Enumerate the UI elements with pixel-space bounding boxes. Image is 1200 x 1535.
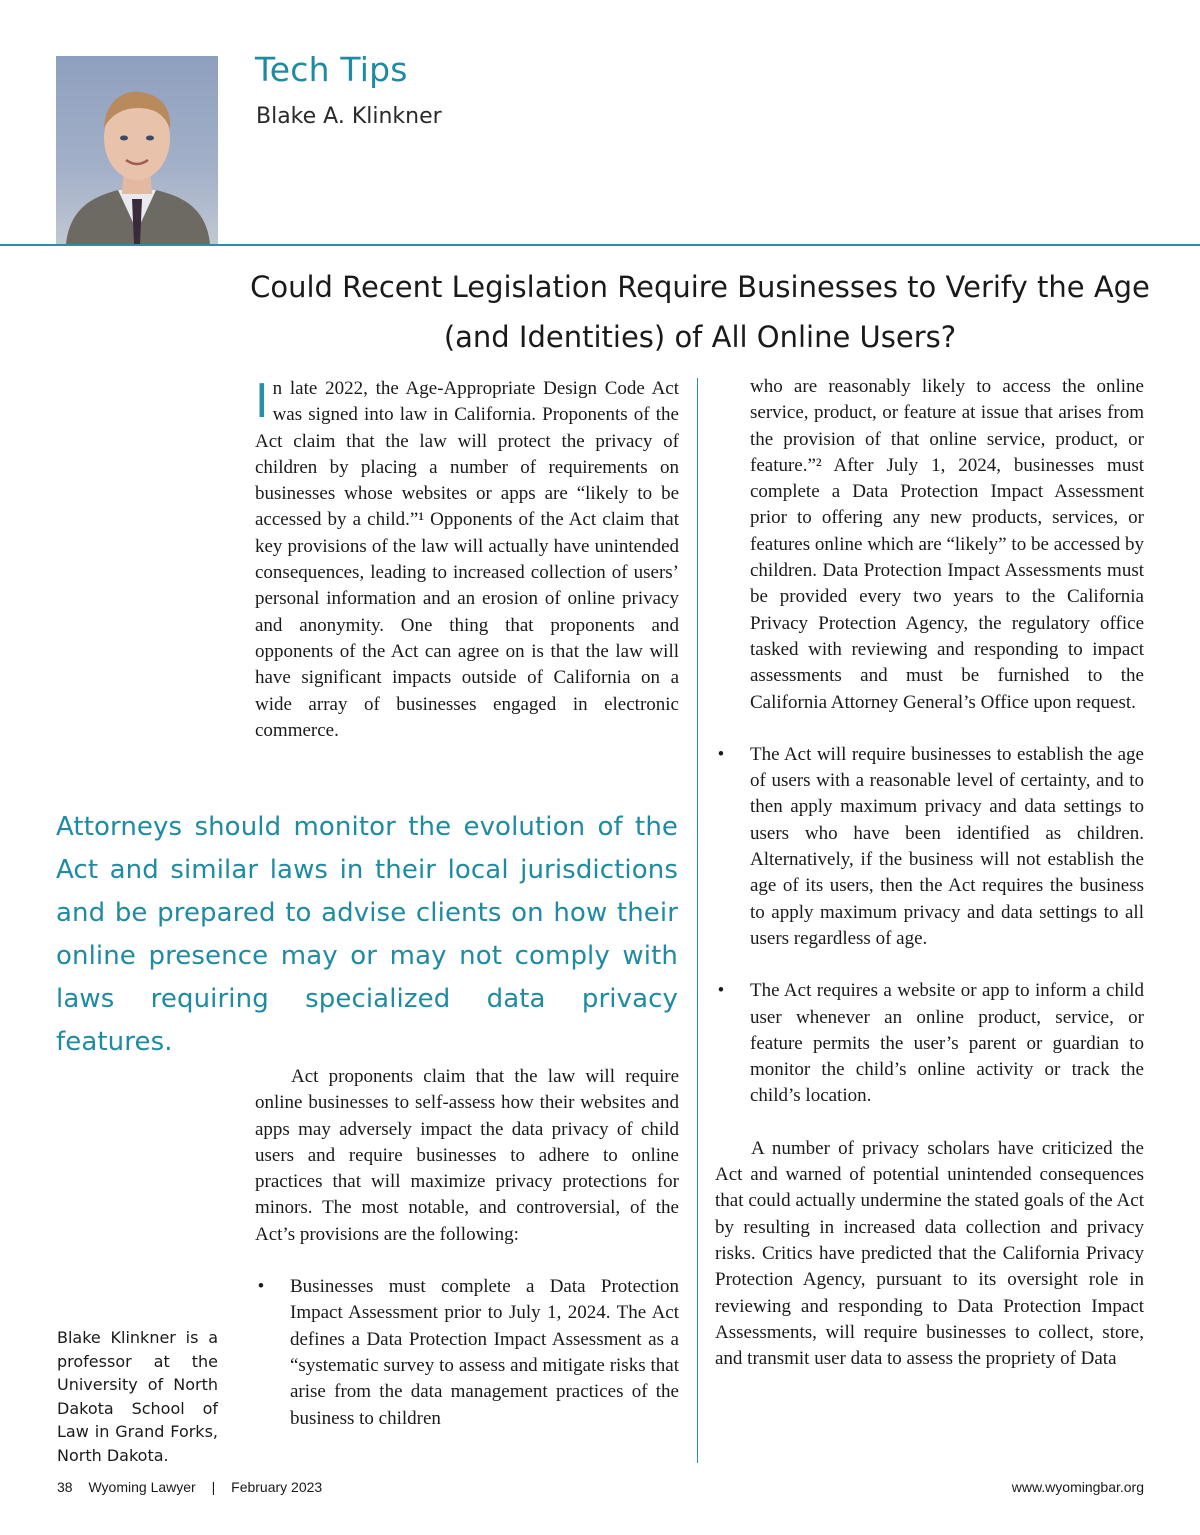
website-link[interactable]: www.wyomingbar.org (1011, 1479, 1144, 1495)
bullet-text: The Act requires a website or app to inform a child user whenever an online product, service, or feature permits the user’s parent or guardian to monitor the child’s online activity or track the child’s location. (750, 980, 1144, 1107)
column-title: Tech Tips (255, 50, 408, 89)
publication-name: Wyoming Lawyer (88, 1479, 196, 1495)
bullet-icon: • (717, 980, 725, 1002)
pull-quote: Attorneys should monitor the evolution of the Act and similar laws in their local jurisdictions and be prepared to advise clients on how their online presence may or may not comply with laws requiring specialized data privacy features. (56, 812, 678, 1057)
left-column-top (255, 376, 679, 744)
bullet-item (255, 1274, 679, 1432)
body-paragraph: Act proponents claim that the law will require online businesses to self-assess how their websites and apps may adversely impact the data privacy of child users and require businesses to adhere to online practices that will maximize privacy protections for minors. The most notable, and controversial, of the Act’s provisions are the following: (255, 1066, 679, 1245)
intro-paragraph (255, 376, 679, 744)
body-paragraph: A number of privacy scholars have criticized the Act and warned of potential unintended consequences that could actually undermine the stated goals of the Act by resulting in increased data collection and privacy risks. Critics have predicted that the California Privacy Protection Agency, pursuant to its oversight role in reviewing and responding to Data Protection Impact Assessments, will require businesses to collect, store, and transmit user data to assess the propriety of Data (715, 1137, 1144, 1370)
article-headline: Could Recent Legislation Require Businesses to Verify the Age (and Identities) of All Online Users? (250, 270, 1150, 354)
bullet-text: Businesses must complete a Data Protection Impact Assessment prior to July 1, 2024. The Act defines a Data Protection Impact Assessment as a “systematic survey to assess and mitigate risks that arise from the data management practices of the business to children (290, 1276, 679, 1429)
issue-date: February 2023 (231, 1479, 323, 1495)
left-column-bottom (255, 1064, 679, 1432)
bullet-text: The Act will require businesses to establish the age of users with a reasonable level of certainty, and to then apply maximum privacy and data settings to users who have been identified as children. Alternatively, if the business will not establish the age of its users, then the Act requires the business to apply maximum privacy and data settings to all users regardless of age. (750, 743, 1144, 949)
right-column (715, 374, 1144, 1372)
header-rule (0, 244, 1200, 246)
author-bio: Blake Klinkner is a professor at the University of North Dakota School of Law in Grand Forks, North Dakota. (57, 1328, 218, 1465)
bullet-icon: • (717, 743, 725, 765)
page-number: 38 (57, 1479, 73, 1495)
bullet-item (715, 742, 1144, 952)
intro-text: n late 2022, the Age-Appropriate Design Code Act was signed into law in California. Proponents of the Act claim that the law will protect the privacy of children by placing a number of requirements on businesses whose websites or apps are “likely to be accessed by a child.”¹ Opponents of the Act claim that key provisions of the law will actually have unintended consequences, leading to increased collection of users’ personal information and an erosion of online privacy and anonymity. One thing that proponents and opponents of the Act can agree on is that the law will have significant impacts outside of California on a wide array of businesses engaged in electronic commerce. (255, 378, 679, 741)
author-name: Blake A. Klinkner (256, 104, 442, 129)
bullet-item (715, 978, 1144, 1109)
footer-separator: | (211, 1479, 216, 1495)
author-portrait (56, 56, 218, 244)
bullet-continuation: who are reasonably likely to access the online service, product, or feature at issue that arises from the provision of that online service, product, or feature.”² After July 1, 2024, businesses must complete a Data Protection Impact Assessment prior to offering any new products, services, or features online which are “likely” to be accessed by children. Data Protection Impact Assessments must be provided every two years to the California Privacy Protection Agency, the regulatory office tasked with reviewing and responding to impact assessments and must be furnished to the California Attorney General’s Office upon request. (750, 376, 1144, 713)
drop-cap: I (255, 374, 269, 428)
footer-left (57, 1479, 334, 1495)
column-divider (697, 378, 698, 1463)
bullet-icon: • (257, 1276, 265, 1298)
author-photo (56, 56, 218, 244)
